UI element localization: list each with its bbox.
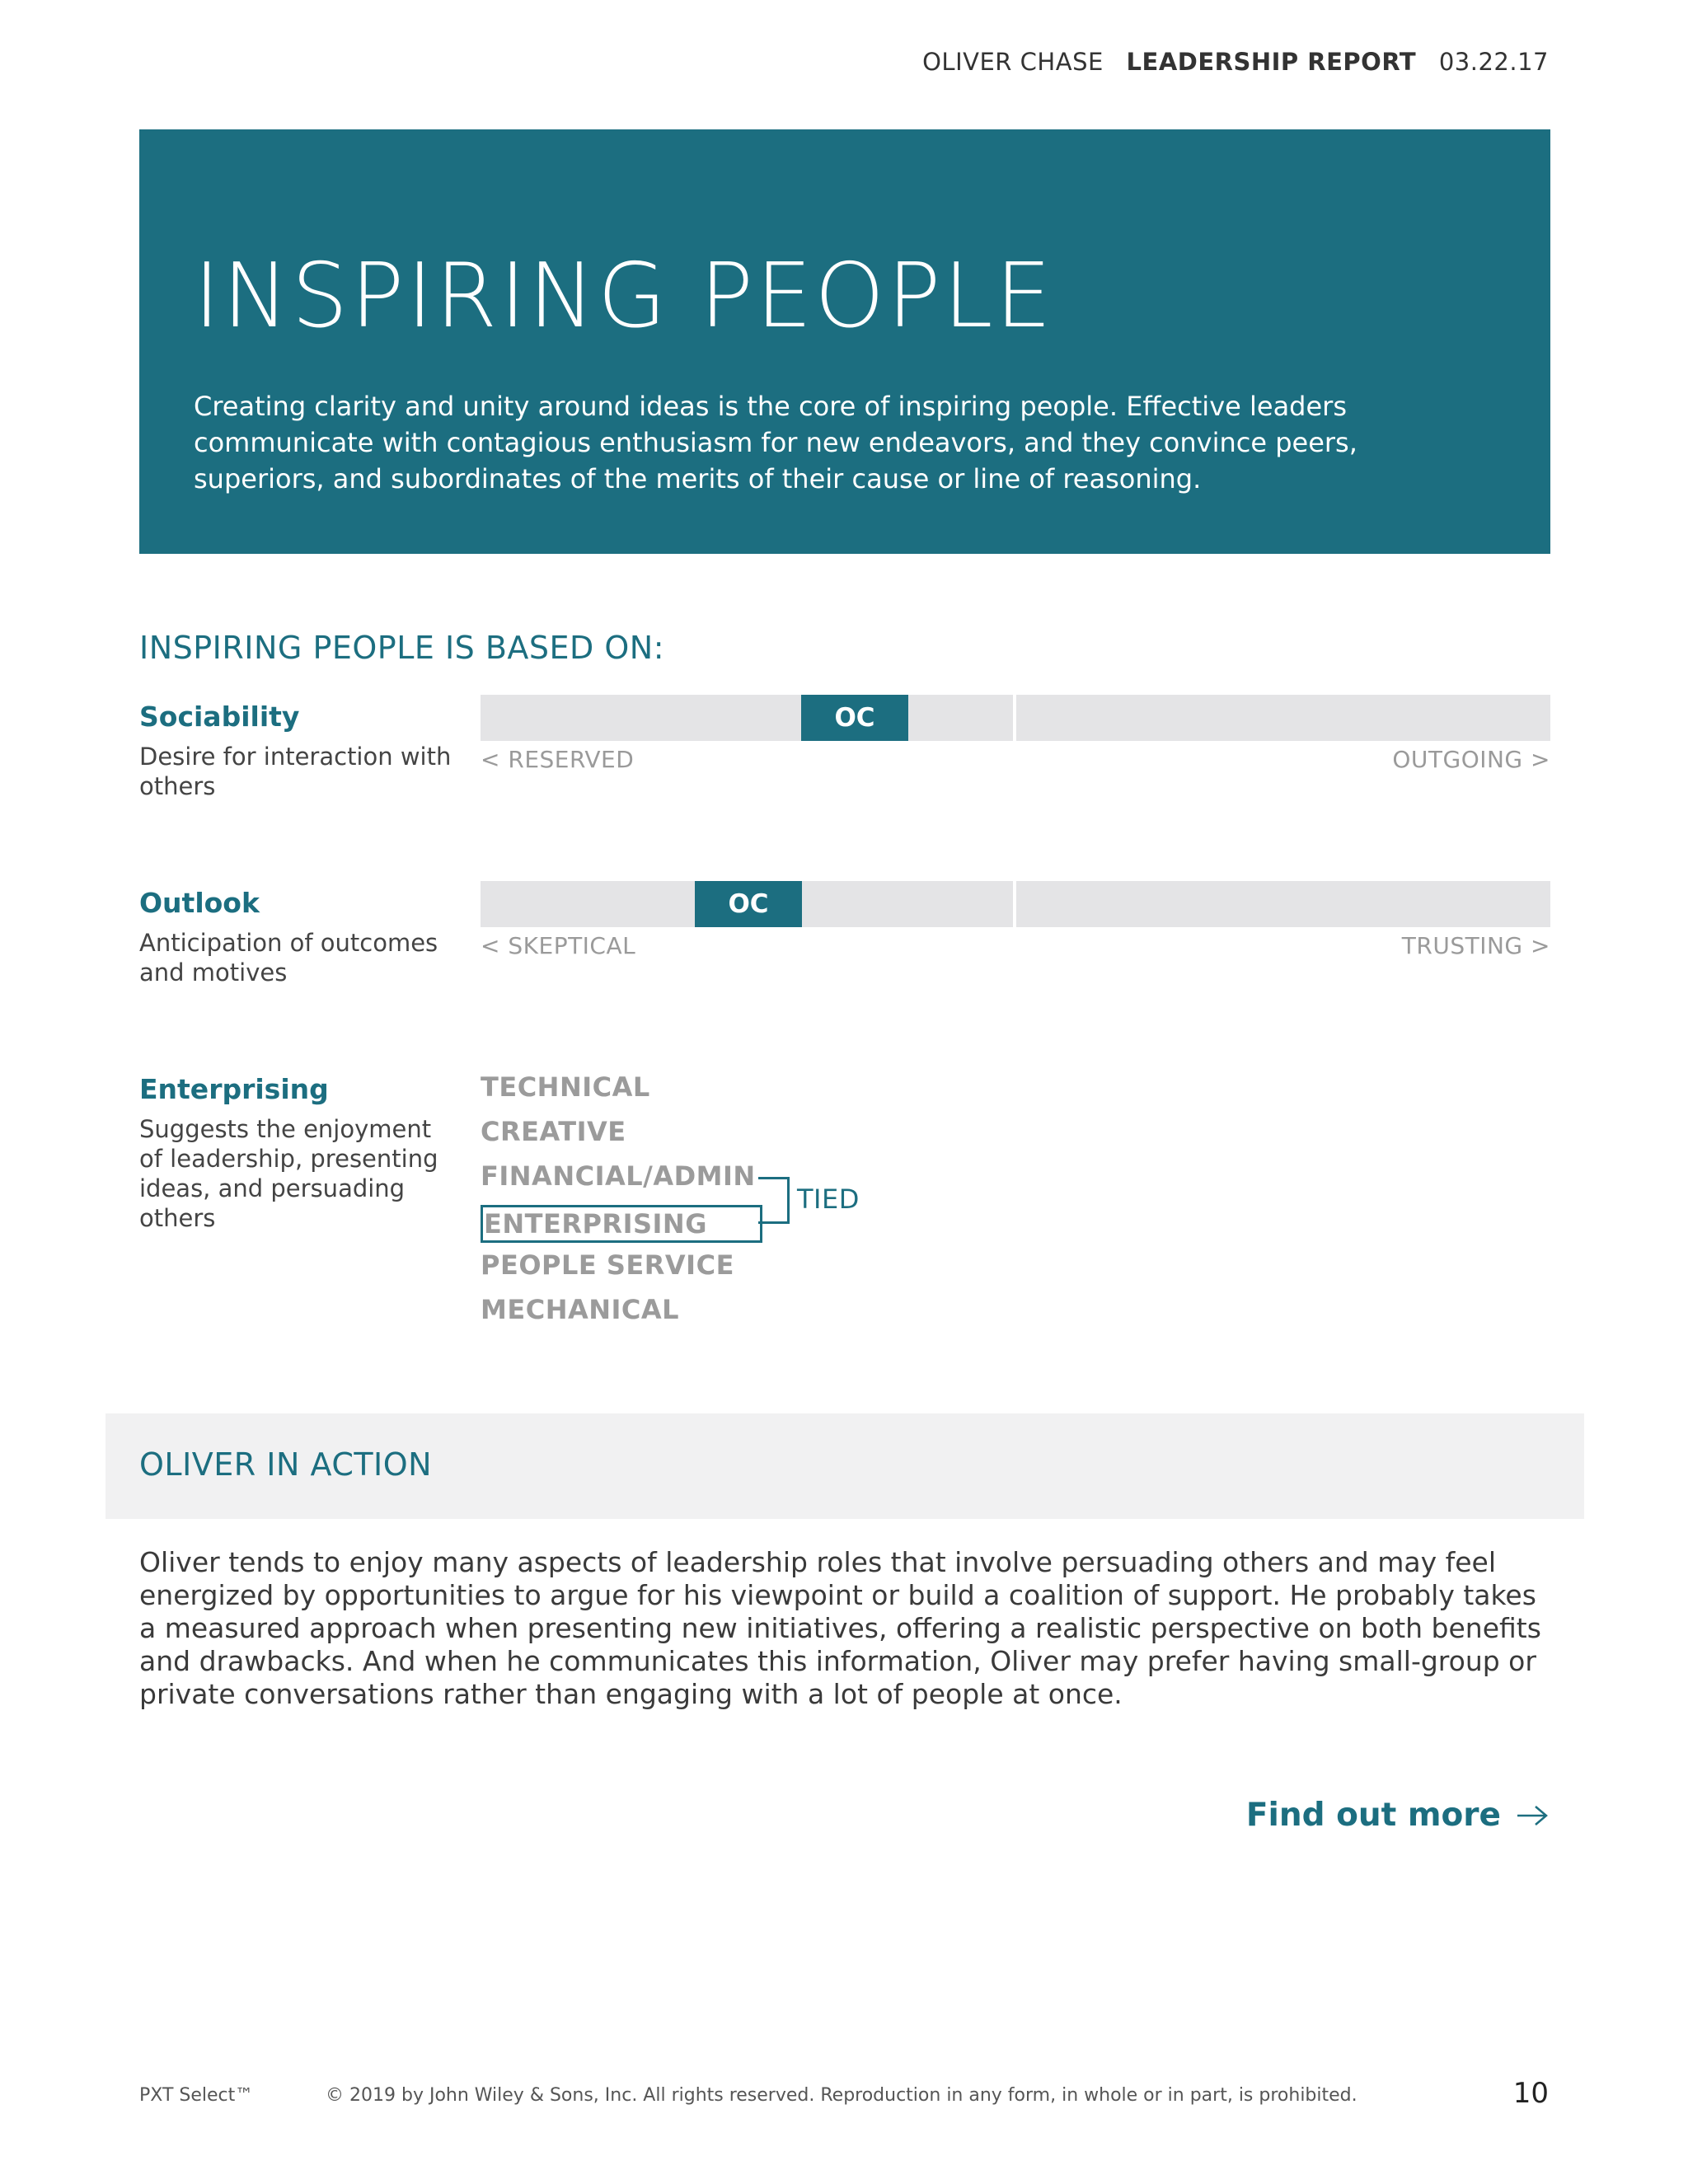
- find-out-more-link[interactable]: [1246, 1797, 1549, 1834]
- trait-enterprising-name: Enterprising: [139, 1073, 329, 1105]
- in-action-text: Oliver tends to enjoy many aspects of leadership roles that involve persuading others and may feel energized by opportunities to argue for his viewpoint or build a coalition of support. He probably takes a measured approach when presenting new initiatives, offering a realistic perspective on both benefits and drawbacks. And when he communicates this information, Oliver may prefer having small-group or private conversations rather than engaging with a lot of people at once.: [139, 1546, 1541, 1710]
- find-out-more-label: Find out more: [1245, 1797, 1501, 1834]
- interest-item: PEOPLE SERVICE: [481, 1249, 734, 1281]
- header-date: 03.22.17: [1438, 48, 1549, 76]
- interest-item: MECHANICAL: [481, 1294, 680, 1325]
- footer-copyright: © 2019 by John Wiley & Sons, Inc. All rights reserved. Reproduction in any form, in whole or in part, is prohibited.: [326, 2085, 1357, 2106]
- trait-enterprising-description: Suggests the enjoyment of leadership, presenting ideas, and persuading others: [139, 1115, 438, 1232]
- tied-label: TIED: [797, 1183, 860, 1215]
- sociability-right-label: OUTGOING >: [1392, 746, 1550, 773]
- page-number: 10: [1512, 2077, 1549, 2110]
- outlook-left-label: < SKEPTICAL: [481, 932, 636, 959]
- interest-item: TECHNICAL: [481, 1071, 650, 1103]
- in-action-band: [106, 1413, 1584, 1519]
- tied-bracket: [758, 1177, 790, 1224]
- header-report-title: LEADERSHIP REPORT: [1126, 48, 1417, 76]
- section-heading: INSPIRING PEOPLE IS BASED ON:: [139, 630, 665, 666]
- header-person-name: OLIVER CHASE: [922, 48, 1104, 76]
- trait-outlook-description: Anticipation of outcomes and motives: [139, 929, 438, 987]
- interest-item: CREATIVE: [481, 1116, 626, 1147]
- page-title: INSPIRING PEOPLE: [194, 245, 1054, 348]
- footer-brand: PXT Select™: [139, 2085, 254, 2106]
- scale-midline: [1013, 881, 1016, 927]
- outlook-right-label: TRUSTING >: [1401, 932, 1550, 959]
- interest-item: FINANCIAL/ADMIN: [481, 1160, 756, 1192]
- in-action-title: OLIVER IN ACTION: [139, 1446, 433, 1483]
- scale-midline: [1013, 695, 1016, 741]
- sociability-score-marker: OC: [801, 695, 908, 741]
- trait-sociability-name: Sociability: [139, 701, 300, 733]
- hero-banner: [139, 129, 1550, 554]
- outlook-score-marker: OC: [695, 881, 802, 927]
- sociability-left-label: < RESERVED: [481, 746, 635, 773]
- report-header: [922, 48, 1549, 76]
- trait-outlook-name: Outlook: [139, 887, 260, 919]
- outlook-scale-bar: [481, 881, 1550, 927]
- interest-item-highlighted: ENTERPRISING: [481, 1205, 762, 1243]
- trait-sociability-description: Desire for interaction with others: [139, 743, 452, 800]
- arrow-right-icon: [1516, 1803, 1549, 1828]
- hero-description: Creating clarity and unity around ideas is the core of inspiring people. Effective leaders communicate with contagious enthusiasm for new endeavors, and they convince peers, superiors, and subordinates of the merits of their cause or line of reasoning.: [194, 391, 1357, 494]
- sociability-scale-bar: [481, 695, 1550, 741]
